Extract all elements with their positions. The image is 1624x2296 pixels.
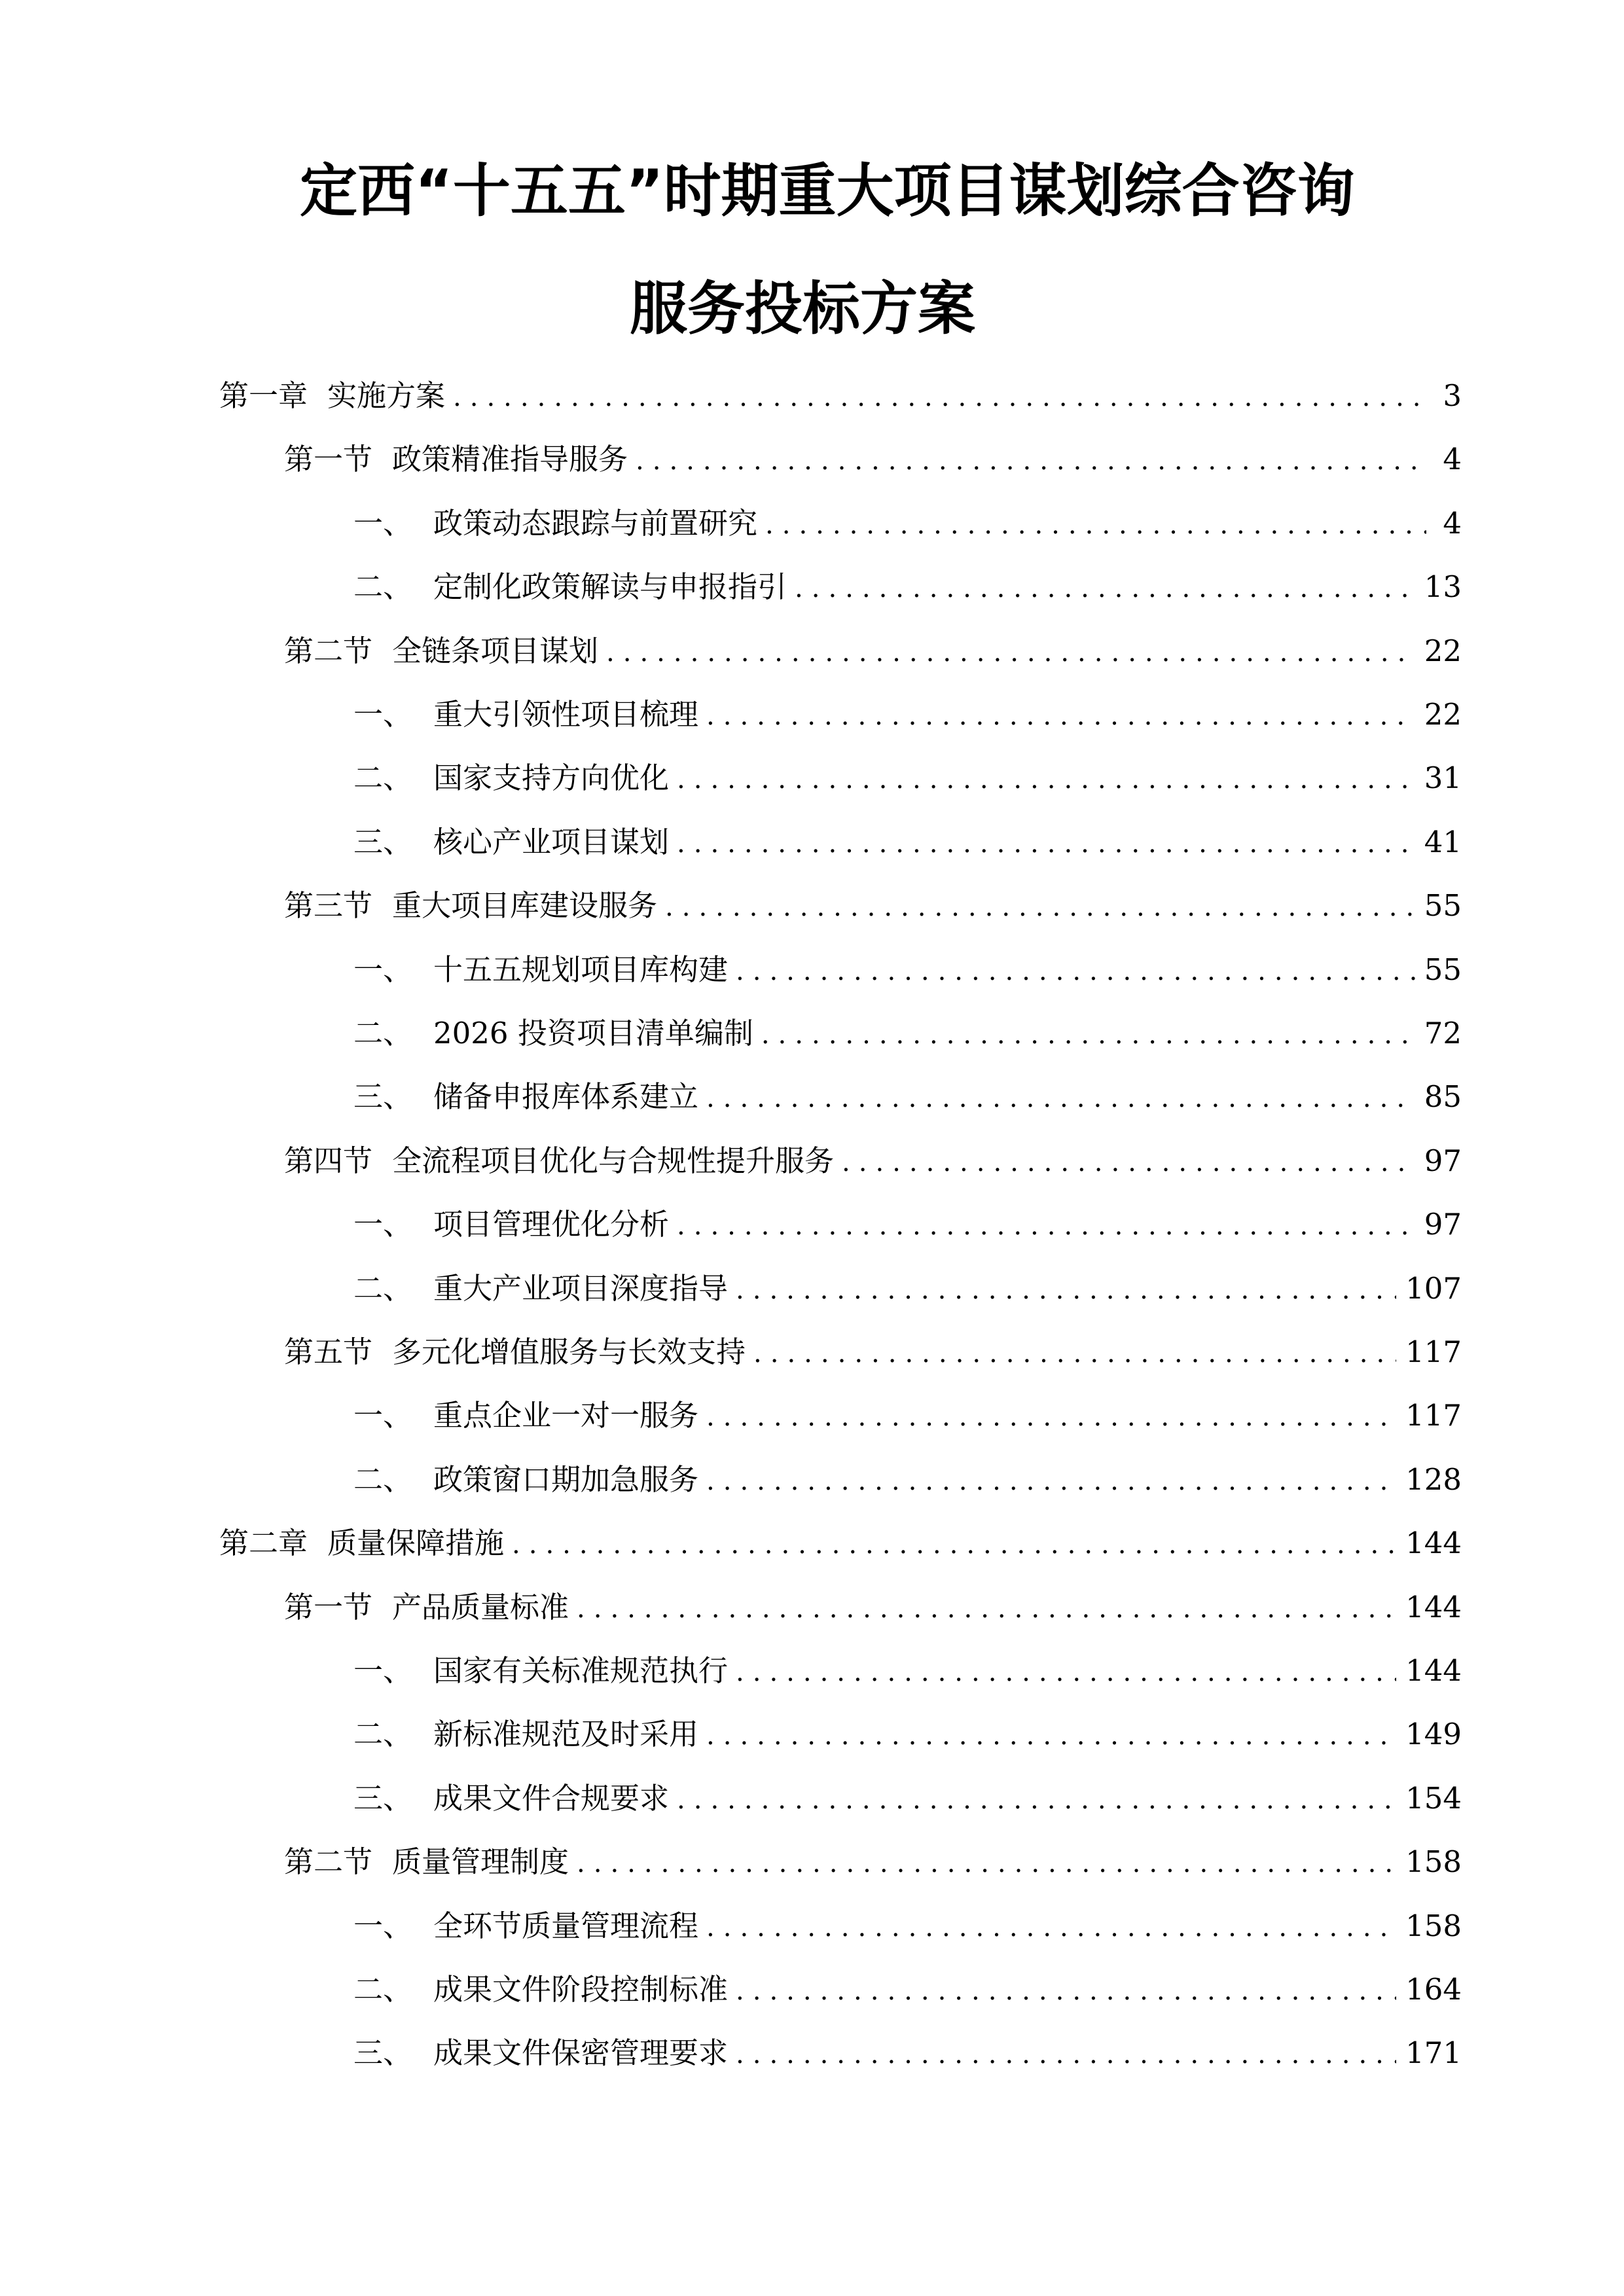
toc-entry-title: 重大产业项目深度指导 bbox=[433, 1271, 729, 1306]
toc-entry-page-number: 55 bbox=[1424, 888, 1462, 923]
toc-dot-leader bbox=[706, 696, 1415, 736]
toc-entry-page-number: 164 bbox=[1405, 1972, 1462, 2007]
toc-entry-title: 新标准规范及时采用 bbox=[433, 1717, 699, 1751]
document-title-line-1: 定西“十五五”时期重大项目谋划综合咨询 bbox=[300, 157, 1355, 224]
toc-entry-number: 二、 bbox=[353, 1016, 413, 1050]
toc-dot-leader bbox=[677, 1780, 1396, 1820]
toc-entry-title: 核心产业项目谋划 bbox=[433, 825, 670, 859]
toc-entry-number: 二、 bbox=[353, 1271, 413, 1306]
toc-entry-page-number: 41 bbox=[1424, 825, 1462, 859]
toc-entry-page-number: 22 bbox=[1424, 697, 1462, 732]
toc-entry-page-number: 154 bbox=[1405, 1781, 1462, 1816]
toc-dot-leader bbox=[761, 1015, 1415, 1054]
toc-entry-number: 一、 bbox=[353, 1207, 413, 1242]
toc-entry[interactable] bbox=[284, 632, 1462, 671]
toc-entry-number: 二、 bbox=[353, 1717, 413, 1751]
toc-entry-page-number: 31 bbox=[1424, 761, 1462, 795]
toc-entry-number: 一、 bbox=[353, 952, 413, 987]
toc-entry-number: 第二节 bbox=[284, 1844, 373, 1879]
toc-dot-leader bbox=[736, 1653, 1396, 1692]
toc-entry-page-number: 158 bbox=[1405, 1909, 1462, 1943]
toc-dot-leader bbox=[665, 888, 1415, 927]
toc-entry-title: 定制化政策解读与申报指引 bbox=[433, 569, 787, 604]
toc-entry[interactable] bbox=[353, 1205, 1462, 1244]
toc-entry-page-number: 3 bbox=[1443, 378, 1462, 413]
toc-dot-leader bbox=[736, 1270, 1396, 1310]
toc-entry-number: 一、 bbox=[353, 1653, 413, 1688]
toc-entry-page-number: 128 bbox=[1405, 1462, 1462, 1497]
toc-entry-title: 2026 投资项目清单编制 bbox=[433, 1016, 753, 1050]
toc-entry-number: 第三节 bbox=[284, 888, 373, 923]
toc-entry-number: 第一章 bbox=[219, 378, 308, 413]
toc-dot-leader bbox=[677, 760, 1415, 799]
toc-entry-page-number: 171 bbox=[1405, 2036, 1462, 2070]
toc-entry-title: 多元化增值服务与长效支持 bbox=[392, 1335, 746, 1369]
toc-entry-title: 成果文件阶段控制标准 bbox=[433, 1972, 729, 2007]
toc-entry-title: 重点企业一对一服务 bbox=[433, 1398, 699, 1433]
toc-entry[interactable] bbox=[353, 1077, 1462, 1117]
toc-entry-number: 一、 bbox=[353, 1398, 413, 1433]
toc-entry-title: 全链条项目谋划 bbox=[392, 634, 599, 668]
toc-entry-title: 国家有关标准规范执行 bbox=[433, 1653, 729, 1688]
toc-entry-page-number: 72 bbox=[1424, 1016, 1462, 1050]
toc-entry[interactable] bbox=[353, 1460, 1462, 1499]
toc-dot-leader bbox=[577, 1844, 1396, 1883]
toc-entry[interactable] bbox=[353, 1651, 1462, 1691]
toc-entry-number: 第五节 bbox=[284, 1335, 373, 1369]
toc-dot-leader bbox=[677, 1206, 1415, 1246]
toc-entry-title: 质量管理制度 bbox=[392, 1844, 569, 1879]
toc-entry-number: 第一节 bbox=[284, 1590, 373, 1624]
toc-entry-title: 储备申报库体系建立 bbox=[433, 1079, 699, 1114]
toc-entry-number: 第四节 bbox=[284, 1143, 373, 1178]
toc-dot-leader bbox=[577, 1589, 1396, 1628]
toc-entry-title: 国家支持方向优化 bbox=[433, 761, 670, 795]
toc-entry[interactable] bbox=[353, 759, 1462, 798]
toc-entry-number: 二、 bbox=[353, 761, 413, 795]
toc-dot-leader bbox=[736, 2035, 1396, 2074]
toc-dot-leader bbox=[636, 441, 1426, 480]
toc-entry[interactable] bbox=[284, 886, 1462, 925]
toc-entry[interactable] bbox=[284, 440, 1462, 479]
toc-dot-leader bbox=[753, 1334, 1396, 1373]
document-title-line-2: 服务投标方案 bbox=[630, 275, 976, 342]
toc-entry-page-number: 144 bbox=[1405, 1526, 1462, 1560]
toc-entry-number: 二、 bbox=[353, 1972, 413, 2007]
toc-dot-leader bbox=[512, 1525, 1396, 1564]
toc-entry-title: 重大引领性项目梳理 bbox=[433, 697, 699, 732]
toc-dot-leader bbox=[706, 1908, 1396, 1947]
toc-entry[interactable] bbox=[353, 695, 1462, 734]
toc-entry-title: 成果文件保密管理要求 bbox=[433, 2036, 729, 2070]
toc-dot-leader bbox=[765, 505, 1426, 545]
toc-dot-leader bbox=[706, 1462, 1396, 1501]
toc-entry[interactable] bbox=[353, 2034, 1462, 2073]
toc-entry-number: 第一节 bbox=[284, 442, 373, 476]
toc-entry-title: 全环节质量管理流程 bbox=[433, 1909, 699, 1943]
toc-entry-title: 重大项目库建设服务 bbox=[392, 888, 658, 923]
toc-entry-page-number: 144 bbox=[1405, 1653, 1462, 1688]
toc-entry[interactable] bbox=[353, 1907, 1462, 1946]
toc-entry-number: 第二节 bbox=[284, 634, 373, 668]
toc-dot-leader bbox=[677, 824, 1415, 863]
toc-entry-page-number: 107 bbox=[1405, 1271, 1462, 1306]
toc-entry[interactable] bbox=[353, 1715, 1462, 1754]
toc-entry-page-number: 149 bbox=[1405, 1717, 1462, 1751]
toc-entry[interactable] bbox=[353, 1014, 1462, 1053]
toc-entry-page-number: 97 bbox=[1424, 1207, 1462, 1242]
toc-entry-title: 政策精准指导服务 bbox=[392, 442, 628, 476]
toc-dot-leader bbox=[453, 378, 1426, 417]
toc-entry-number: 一、 bbox=[353, 1909, 413, 1943]
toc-entry[interactable] bbox=[353, 823, 1462, 862]
toc-dot-leader bbox=[736, 1971, 1396, 2011]
toc-entry-page-number: 158 bbox=[1405, 1844, 1462, 1879]
toc-entry-page-number: 97 bbox=[1424, 1143, 1462, 1178]
toc-entry-title: 质量保障措施 bbox=[327, 1526, 505, 1560]
toc-entry-title: 全流程项目优化与合规性提升服务 bbox=[392, 1143, 835, 1178]
toc-entry-number: 一、 bbox=[353, 506, 413, 541]
toc-entry-number: 三、 bbox=[353, 2036, 413, 2070]
toc-entry-title: 实施方案 bbox=[327, 378, 446, 413]
toc-entry-number: 三、 bbox=[353, 1781, 413, 1816]
toc-dot-leader bbox=[706, 1397, 1396, 1437]
toc-entry-title: 政策动态跟踪与前置研究 bbox=[433, 506, 758, 541]
toc-entry[interactable] bbox=[353, 504, 1462, 543]
toc-entry-title: 政策窗口期加急服务 bbox=[433, 1462, 699, 1497]
toc-dot-leader bbox=[842, 1143, 1415, 1182]
toc-entry-page-number: 13 bbox=[1424, 569, 1462, 604]
toc-dot-leader bbox=[795, 569, 1415, 608]
toc-entry[interactable] bbox=[219, 376, 1462, 416]
toc-entry-title: 十五五规划项目库构建 bbox=[433, 952, 729, 987]
toc-entry-page-number: 85 bbox=[1424, 1079, 1462, 1114]
toc-entry-page-number: 117 bbox=[1405, 1398, 1462, 1433]
toc-entry[interactable] bbox=[284, 1333, 1462, 1372]
toc-entry[interactable] bbox=[284, 1141, 1462, 1181]
toc-dot-leader bbox=[606, 633, 1415, 672]
toc-dot-leader bbox=[736, 952, 1415, 991]
toc-entry-page-number: 144 bbox=[1405, 1590, 1462, 1624]
toc-entry-page-number: 22 bbox=[1424, 634, 1462, 668]
toc-entry[interactable] bbox=[353, 950, 1462, 990]
toc-entry[interactable] bbox=[353, 567, 1462, 607]
toc-entry-number: 三、 bbox=[353, 825, 413, 859]
toc-entry-page-number: 4 bbox=[1443, 506, 1462, 541]
toc-entry[interactable] bbox=[284, 1842, 1462, 1882]
toc-entry-number: 二、 bbox=[353, 1462, 413, 1497]
toc-entry-title: 产品质量标准 bbox=[392, 1590, 569, 1624]
toc-entry-page-number: 117 bbox=[1405, 1335, 1462, 1369]
toc-entry[interactable] bbox=[284, 1588, 1462, 1627]
toc-entry-page-number: 4 bbox=[1443, 442, 1462, 476]
toc-entry[interactable] bbox=[353, 1396, 1462, 1435]
toc-entry[interactable] bbox=[219, 1524, 1462, 1563]
toc-entry-number: 一、 bbox=[353, 697, 413, 732]
toc-dot-leader bbox=[706, 1716, 1396, 1755]
toc-entry-title: 成果文件合规要求 bbox=[433, 1781, 670, 1816]
toc-entry[interactable] bbox=[353, 1970, 1462, 2009]
toc-entry-page-number: 55 bbox=[1424, 952, 1462, 987]
toc-entry[interactable] bbox=[353, 1269, 1462, 1308]
toc-entry[interactable] bbox=[353, 1779, 1462, 1818]
toc-entry-title: 项目管理优化分析 bbox=[433, 1207, 670, 1242]
toc-dot-leader bbox=[706, 1079, 1415, 1118]
toc-entry-number: 第二章 bbox=[219, 1526, 308, 1560]
toc-entry-number: 二、 bbox=[353, 569, 413, 604]
toc-entry-number: 三、 bbox=[353, 1079, 413, 1114]
